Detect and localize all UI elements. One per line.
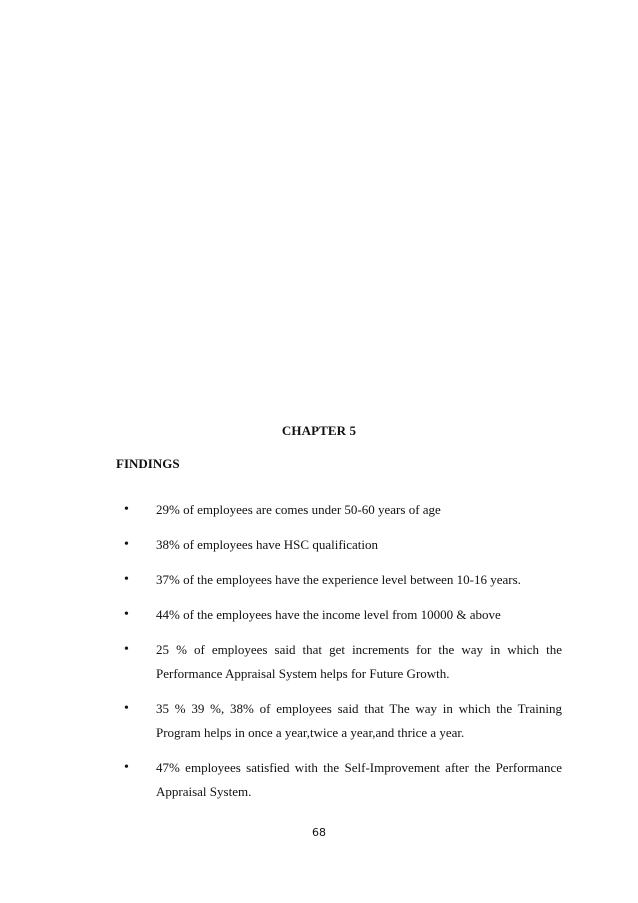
finding-text: 38% of employees have HSC qualification [156, 537, 379, 552]
list-item [116, 498, 562, 522]
bullet-icon: • [124, 502, 129, 517]
finding-text: 37% of the employees have the experience level between 10-16 years. [156, 572, 521, 587]
finding-text: 47% employees satisfied with the Self-Improvement after the Performance Appraisal System. [156, 760, 562, 799]
list-item [116, 756, 562, 804]
findings-list [116, 498, 562, 815]
list-item [116, 568, 562, 592]
list-item [116, 638, 562, 686]
bullet-icon: • [124, 642, 129, 657]
bullet-icon: • [124, 701, 129, 716]
list-item [116, 533, 562, 557]
finding-text: 25 % of employees said that get increments for the way in which the Performance Appraisal System helps for Future Growth. [156, 642, 562, 681]
page-number: 68 [312, 826, 326, 839]
finding-text: 29% of employees are comes under 50-60 years of age [156, 502, 441, 517]
bullet-icon: • [124, 537, 129, 552]
list-item [116, 697, 562, 745]
bullet-icon: • [124, 607, 129, 622]
list-item [116, 603, 562, 627]
bullet-icon: • [124, 760, 129, 775]
finding-text: 44% of the employees have the income level from 10000 & above [156, 607, 501, 622]
section-title: FINDINGS [116, 456, 180, 471]
finding-text: 35 % 39 %, 38% of employees said that The way in which the Training Program helps in once a year,twice a year,and thrice a year. [156, 701, 562, 740]
bullet-icon: • [124, 572, 129, 587]
chapter-heading: CHAPTER 5 [281, 423, 357, 438]
